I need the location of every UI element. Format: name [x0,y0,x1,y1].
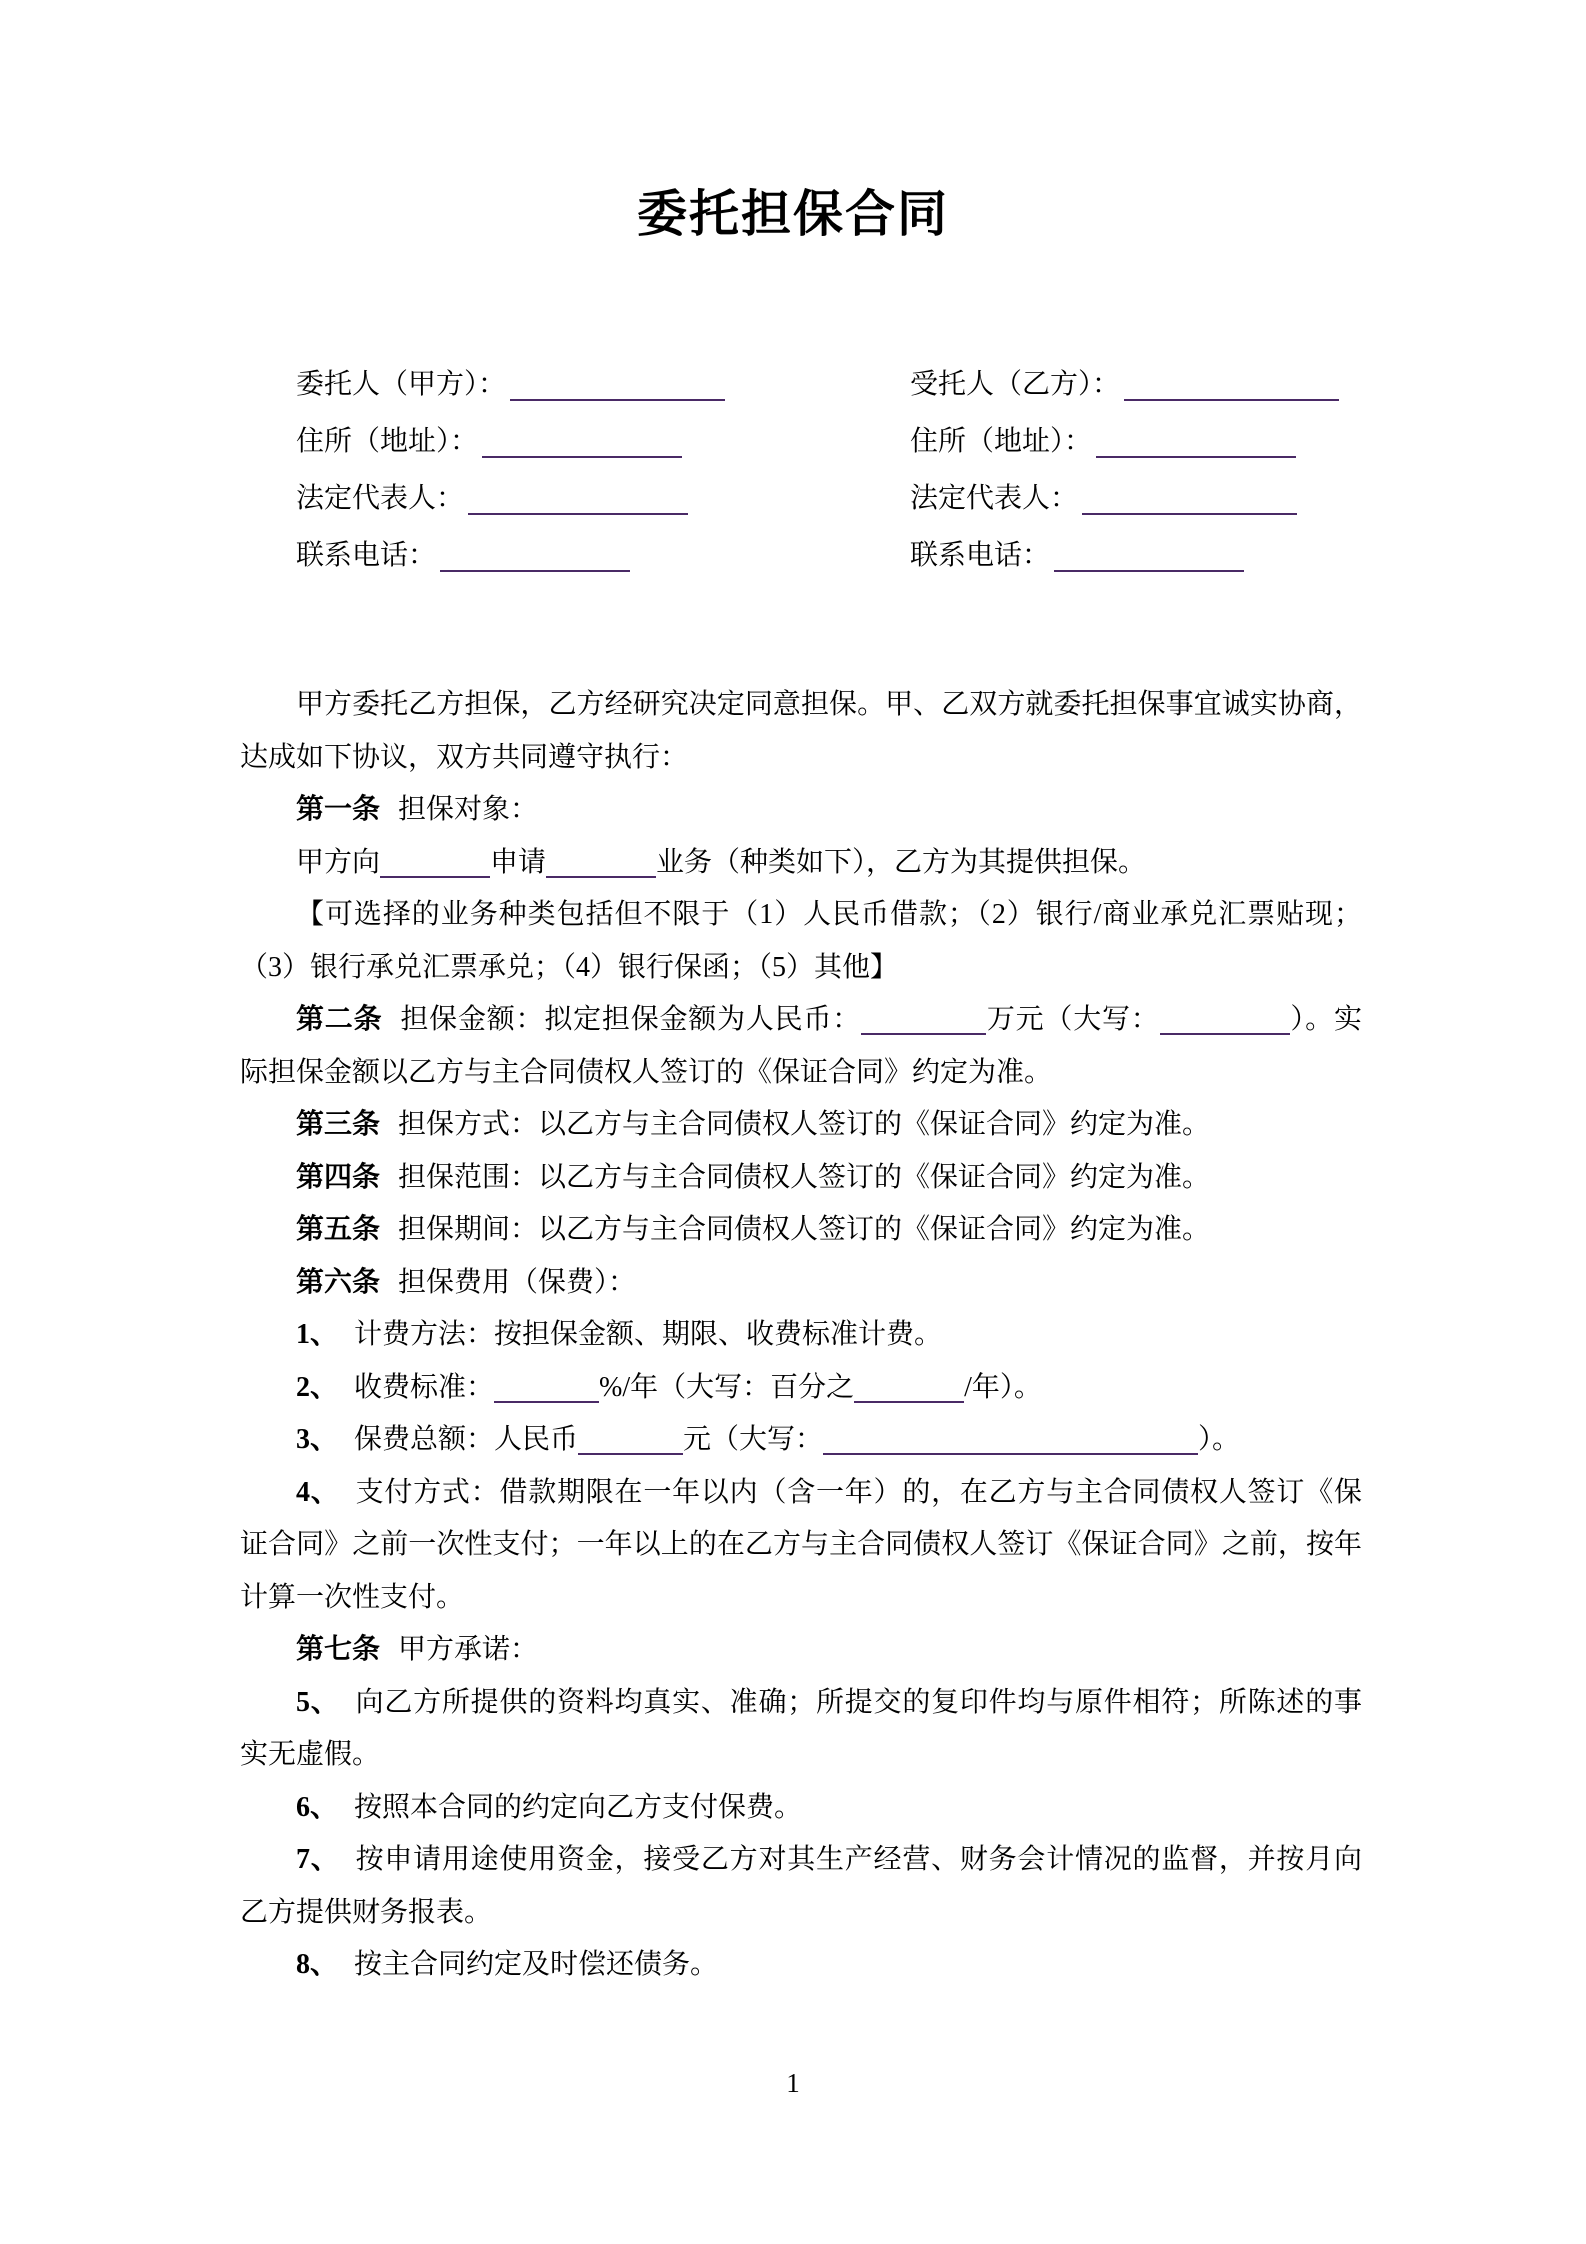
party-a-phone-field [296,527,910,584]
application-target-blank[interactable] [380,846,490,878]
page-number: 1 [786,2068,800,2098]
guarantee-amount-blank[interactable] [861,1003,986,1035]
article-7-label: 第七条 [296,1634,381,1665]
article-2-pre-text: 担保金额：拟定担保金额为人民币： [400,1004,862,1035]
clause-6-number: 6、 [296,1791,339,1823]
article-5-paragraph [240,1204,1362,1257]
clause-3-number: 3、 [296,1424,339,1455]
application-line [240,837,1362,890]
party-a-phone-blank[interactable] [440,536,630,572]
party-b-legal-rep-blank[interactable] [1082,479,1297,515]
party-b-phone-blank[interactable] [1054,536,1244,572]
clause-5-number: 5、 [296,1686,340,1718]
clause-4-text: 支付方式：借款期限在一年以内（含一年）的，在乙方与主合同债权人签订《保证合同》之前一次性支付；一年以上的在乙方与主合同债权人签订《保证合同》之前，按年计算一次性支付。 [240,1476,1362,1613]
clause-1-text: 计费方法：按担保金额、期限、收费标准计费。 [354,1319,943,1350]
application-pre-text: 甲方向 [296,846,381,878]
contract-body [240,679,1362,1992]
article-3-paragraph [240,1099,1362,1152]
party-a-column [296,356,910,584]
page-footer [0,2068,1586,2098]
clause-item-7 [240,1834,1362,1939]
party-a-legal-rep-label: 法定代表人： [296,483,465,514]
application-post-text: 业务（种类如下），乙方为其提供担保。 [656,846,1147,878]
article-1-title: 担保对象： [398,794,539,825]
clause-item-8 [240,1939,1362,1992]
article-3-label: 第三条 [296,1109,381,1140]
clause-item-5 [240,1677,1362,1782]
article-7-title: 甲方承诺： [398,1634,539,1665]
article-6-text: 担保费用（保费）： [398,1266,637,1298]
premium-total-blank[interactable] [578,1423,683,1455]
party-b-phone-label: 联系电话： [910,540,1051,571]
clause-item-1 [240,1309,1362,1362]
article-2-label: 第二条 [296,1004,383,1035]
clause-7-text: 按申请用途使用资金，接受乙方对其生产经营、财务会计情况的监督，并按月向乙方提供财务报表。 [240,1844,1362,1928]
clause-3-post-text: ）。 [1198,1424,1241,1455]
party-b-phone-field [910,527,1339,584]
premium-total-caps-blank[interactable] [823,1423,1198,1455]
article-2-mid-text: 万元（大写： [986,1004,1160,1035]
application-business-blank[interactable] [546,846,656,878]
clause-5-text: 向乙方所提供的资料均真实、准确；所提交的复印件均与原件相符；所陈述的事实无虚假。 [240,1686,1362,1770]
article-6-heading [240,1257,1362,1310]
clause-item-3 [240,1414,1362,1467]
clause-2-post-text: /年）。 [964,1371,1042,1403]
article-4-paragraph [240,1152,1362,1205]
clause-2-pre-text: 收费标准： [354,1371,495,1403]
party-b-address-blank[interactable] [1096,422,1296,458]
guarantee-amount-caps-blank[interactable] [1160,1003,1290,1035]
clause-7-number: 7、 [296,1844,340,1875]
clause-8-number: 8、 [296,1949,339,1980]
business-types-note [240,889,1362,994]
party-a-name-field [296,356,910,413]
article-2-paragraph [240,994,1362,1099]
application-mid-text: 申请 [490,846,547,878]
party-b-address-field [910,413,1339,470]
clause-item-4 [240,1467,1362,1625]
fee-rate-caps-blank[interactable] [854,1371,964,1403]
party-a-address-label: 住所（地址）： [296,426,479,457]
intro-text: 甲方委托乙方担保，乙方经研究决定同意担保。甲、乙双方就委托担保事宜诚实协商，达成如下协议，双方共同遵守执行： [240,689,1362,773]
document-title: 委托担保合同 [637,186,949,242]
fee-rate-blank[interactable] [494,1371,599,1403]
party-b-legal-rep-label: 法定代表人： [910,483,1079,514]
business-types-text: 【可选择的业务种类包括但不限于（1）人民币借款；（2）银行/商业承兑汇票贴现；（3）银行承兑汇票承兑；（4）银行保函；（5）其他】 [240,899,1362,983]
article-7-heading [240,1624,1362,1677]
party-a-phone-label: 联系电话： [296,540,437,571]
party-a-name-blank[interactable] [510,365,725,401]
party-b-legal-rep-field [910,470,1339,527]
party-b-name-field [910,356,1339,413]
intro-paragraph [240,679,1362,784]
party-a-name-label: 委托人（甲方）： [296,369,507,400]
clause-item-2 [240,1362,1362,1415]
party-b-address-label: 住所（地址）： [910,426,1093,457]
party-a-legal-rep-blank[interactable] [468,479,688,515]
parties-block [296,356,1586,584]
clause-4-number: 4、 [296,1476,340,1508]
clause-2-number: 2、 [296,1371,339,1403]
article-4-text: 担保范围：以乙方与主合同债权人签订的《保证合同》约定为准。 [398,1161,1211,1193]
party-a-address-blank[interactable] [482,422,682,458]
clause-3-mid-text: 元（大写： [683,1424,824,1455]
party-a-address-field [296,413,910,470]
article-5-label: 第五条 [296,1214,381,1245]
party-b-column [910,356,1339,584]
clause-8-text: 按主合同约定及时偿还债务。 [354,1949,719,1980]
party-b-name-label: 受托人（乙方）： [910,369,1121,400]
article-4-label: 第四条 [296,1161,381,1193]
clause-item-6 [240,1782,1362,1835]
article-1-heading [240,784,1362,837]
article-2-post-text: ）。实际担保金额以乙方与主合同债权人签订的《保证合同》约定为准。 [240,1004,1362,1088]
clause-1-number: 1、 [296,1319,339,1350]
article-1-label: 第一条 [296,794,381,825]
article-6-label: 第六条 [296,1266,381,1298]
article-3-text: 担保方式：以乙方与主合同债权人签订的《保证合同》约定为准。 [398,1109,1211,1140]
clause-6-text: 按照本合同的约定向乙方支付保费。 [354,1791,803,1823]
article-5-text: 担保期间：以乙方与主合同债权人签订的《保证合同》约定为准。 [398,1214,1211,1245]
party-b-name-blank[interactable] [1124,365,1339,401]
clause-2-mid-text: %/年（大写：百分之 [599,1371,855,1403]
party-a-legal-rep-field [296,470,910,527]
clause-3-pre-text: 保费总额：人民币 [354,1424,579,1455]
